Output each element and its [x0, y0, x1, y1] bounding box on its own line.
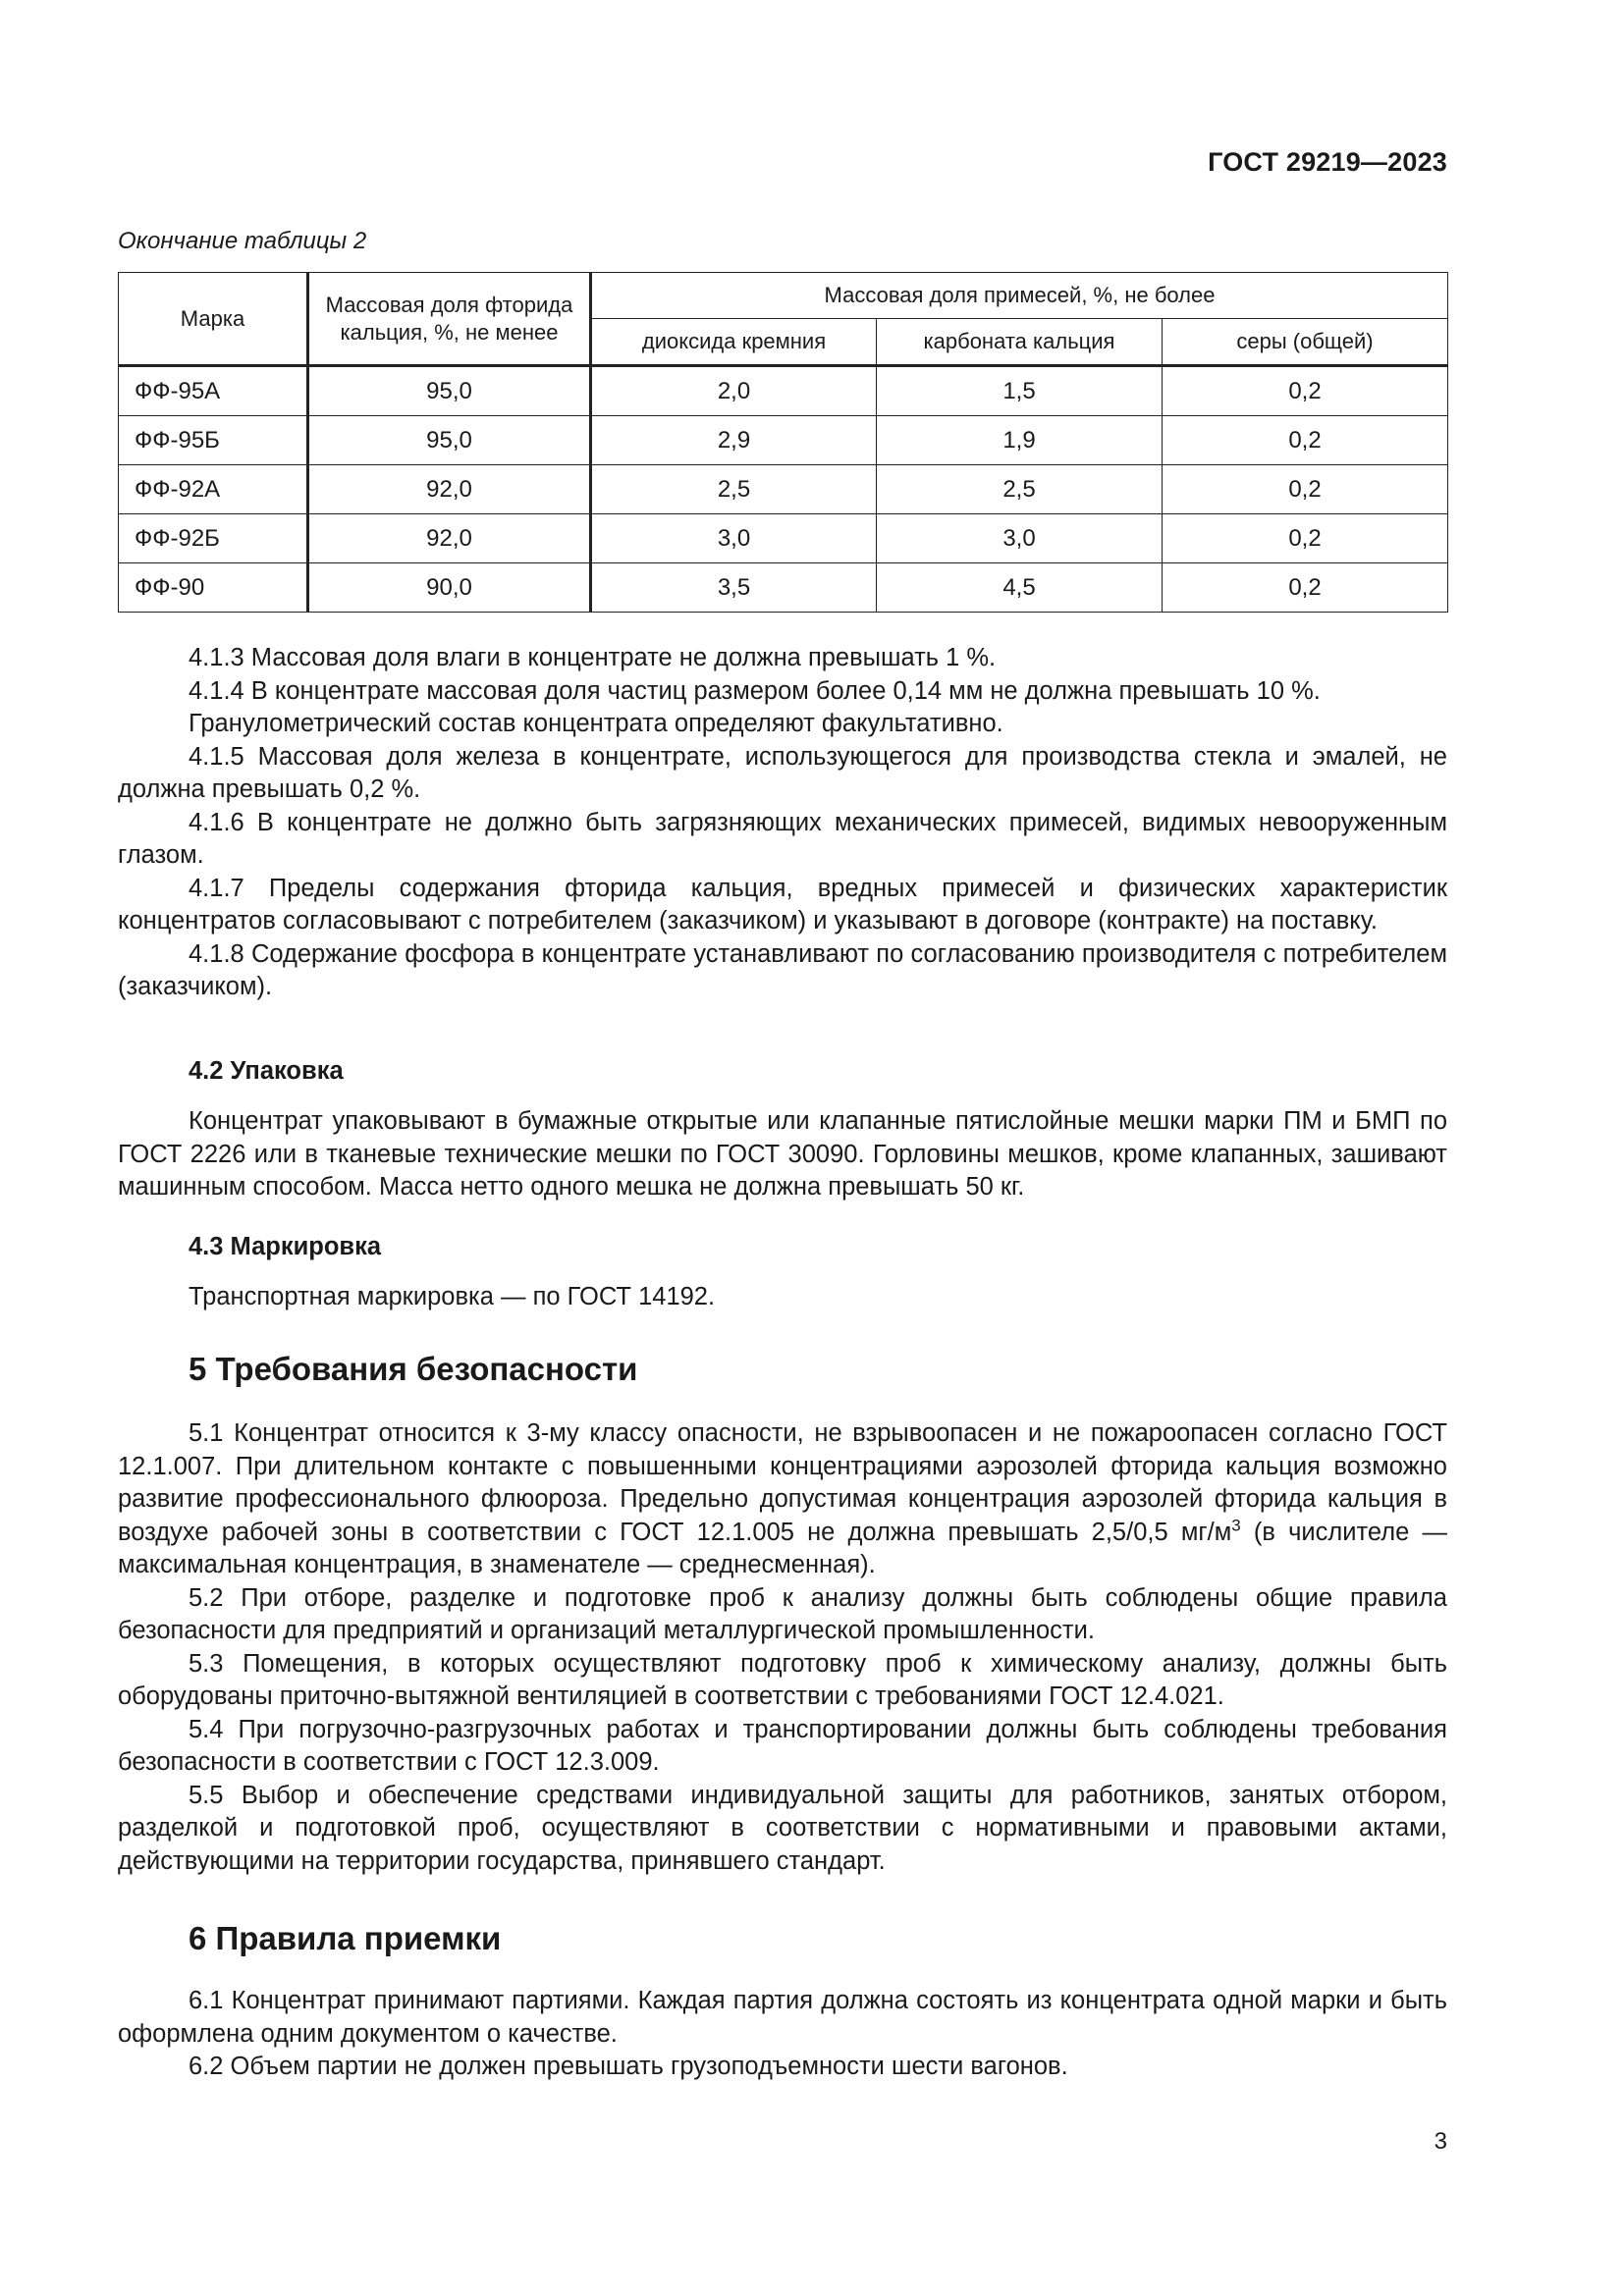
cell-fluoride: 92,0: [308, 514, 591, 563]
header-fluoride-share: Массовая доля фторида кальция, %, не менее: [308, 273, 591, 366]
clauses-4-1: [118, 642, 1447, 1004]
cell-sulfur: 0,2: [1163, 563, 1448, 613]
section-4-3-title: 4.3 Маркировка: [189, 1233, 382, 1260]
clause-4-1-4: 4.1.4 В концентрате массовая доля частиц размером более 0,14 мм не должна превышать 10 %.: [189, 676, 1321, 705]
table-row: [119, 416, 1448, 465]
cell-silicon-dioxide: 3,5: [591, 563, 877, 613]
cell-sulfur: 0,2: [1163, 465, 1448, 514]
section-4-2-body: [118, 1105, 1447, 1204]
header-sulfur: серы (общей): [1163, 319, 1448, 366]
cell-sulfur: 0,2: [1163, 366, 1448, 416]
section-6-body: [118, 1985, 1447, 2084]
document-code: ГОСТ 29219—2023: [1208, 147, 1447, 177]
header-impurities: Массовая доля примесей, %, не более: [591, 273, 1448, 319]
clause-6-2: 6.2 Объем партии не должен превышать грузоподъемности шести вагонов.: [189, 2053, 1068, 2080]
cell-sulfur: 0,2: [1163, 514, 1448, 563]
cell-calcium-carbonate: 3,0: [877, 514, 1163, 563]
cell-fluoride: 92,0: [308, 465, 591, 514]
section-5-body: [118, 1417, 1447, 1878]
cell-calcium-carbonate: 4,5: [877, 563, 1163, 613]
section-4-3-body: [118, 1281, 1447, 1314]
cell-silicon-dioxide: 3,0: [591, 514, 877, 563]
clause-5-1: [118, 1417, 1447, 1582]
cell-mark: ФФ-95А: [119, 366, 308, 416]
table-row: [119, 366, 1448, 416]
superscript-3: 3: [1231, 1516, 1241, 1534]
cell-fluoride: 95,0: [308, 416, 591, 465]
clause-4-1-8: 4.1.8 Содержание фосфора в концентрате устанавливают по согласованию производителя с потребителем (заказчиком).: [118, 939, 1447, 1000]
cell-mark: ФФ-92А: [119, 465, 308, 514]
table-row: [119, 514, 1448, 563]
clause-5-3: 5.3 Помещения, в которых осуществляют подготовку проб к химическому анализу, должны быть оборудованы приточно-вытяжной вентиляцией в соответствии с требованиями ГОСТ 12.4.021.: [118, 1649, 1447, 1710]
cell-silicon-dioxide: 2,9: [591, 416, 877, 465]
clause-5-2: 5.2 При отборе, разделке и подготовке проб к анализу должны быть соблюдены общие правила безопасности для предприятий и организаций металлургической промышленности.: [118, 1583, 1447, 1644]
composition-table: [118, 272, 1448, 613]
cell-mark: ФФ-92Б: [119, 514, 308, 563]
clause-4-1-7: 4.1.7 Пределы содержания фторида кальция, вредных примесей и физических характеристик концентратов согласовывают с потребителем (заказчиком) и указывают в договоре (контракте) на поставку.: [118, 874, 1447, 934]
header-calcium-carbonate: карбоната кальция: [877, 319, 1163, 366]
clause-4-1-6: 4.1.6 В концентрате не должно быть загрязняющих механических примесей, видимых невооруженным глазом.: [118, 808, 1447, 869]
clause-6-1: 6.1 Концентрат принимают партиями. Каждая партия должна состоять из концентрата одной марки и быть оформлена одним документом о качестве.: [118, 1987, 1447, 2048]
cell-calcium-carbonate: 1,9: [877, 416, 1163, 465]
section-5-title: 5 Требования безопасности: [189, 1351, 638, 1387]
clause-5-1-text: 5.1 Концентрат относится к 3-му классу опасности, не взрывоопасен и не пожароопасен согласно ГОСТ 12.1.007. При длительном контакте с повышенными концентрациями аэрозолей фторида кальция возможно развитие профессионального флюороза. Предельно допустимая концентрация аэрозолей фторида кальция в воздухе рабочей зоны в соответствии с ГОСТ 12.1.005 не должна превышать 2,5/0,5 мг/м: [118, 1419, 1447, 1546]
cell-calcium-carbonate: 1,5: [877, 366, 1163, 416]
header-mark: Марка: [119, 273, 308, 366]
clause-5-4: 5.4 При погрузочно-разгрузочных работах и транспортировании должны быть соблюдены требования безопасности в соответствии с ГОСТ 12.3.009.: [118, 1715, 1447, 1776]
cell-silicon-dioxide: 2,5: [591, 465, 877, 514]
clause-4-1-5: 4.1.5 Массовая доля железа в концентрате, использующегося для производства стекла и эмалей, не должна превышать 0,2 %.: [118, 742, 1447, 803]
clause-5-1-text-end: (в числителе — максимальная концентрация, в знаменателе — среднесменная).: [118, 1518, 1447, 1578]
cell-sulfur: 0,2: [1163, 416, 1448, 465]
cell-silicon-dioxide: 2,0: [591, 366, 877, 416]
table-row: [119, 563, 1448, 613]
table-row: [119, 465, 1448, 514]
cell-mark: ФФ-95Б: [119, 416, 308, 465]
cell-calcium-carbonate: 2,5: [877, 465, 1163, 514]
section-4-2-text: Концентрат упаковывают в бумажные открытые или клапанные пятислойные мешки марки ПМ и БМП по ГОСТ 2226 или в тканевые технические мешки по ГОСТ 30090. Горловины мешков, кроме клапанных, зашивают машинным способом. Масса нетто одного мешка не должна превышать 50 кг.: [118, 1107, 1447, 1201]
section-4-2-title: 4.2 Упаковка: [189, 1057, 344, 1085]
cell-mark: ФФ-90: [119, 563, 308, 613]
cell-fluoride: 95,0: [308, 366, 591, 416]
section-4-3-text: Транспортная маркировка — по ГОСТ 14192.: [189, 1283, 716, 1310]
page-number: 3: [1434, 2128, 1447, 2155]
table-caption: Окончание таблицы 2: [118, 228, 367, 254]
section-6-title: 6 Правила приемки: [189, 1920, 502, 1956]
clause-5-5: 5.5 Выбор и обеспечение средствами индивидуальной защиты для работников, занятых отбором, разделкой и подготовкой проб, осуществляют в соответствии с нормативными и правовыми актами, действующими на территории государства, принявшего стандарт.: [118, 1781, 1447, 1875]
cell-fluoride: 90,0: [308, 563, 591, 613]
clause-4-1-3: 4.1.3 Массовая доля влаги в концентрате не должна превышать 1 %.: [189, 644, 997, 671]
clause-4-1-4-note: Гранулометрический состав концентрата определяют факультативно.: [189, 710, 1003, 737]
header-silicon-dioxide: диоксида кремния: [591, 319, 877, 366]
